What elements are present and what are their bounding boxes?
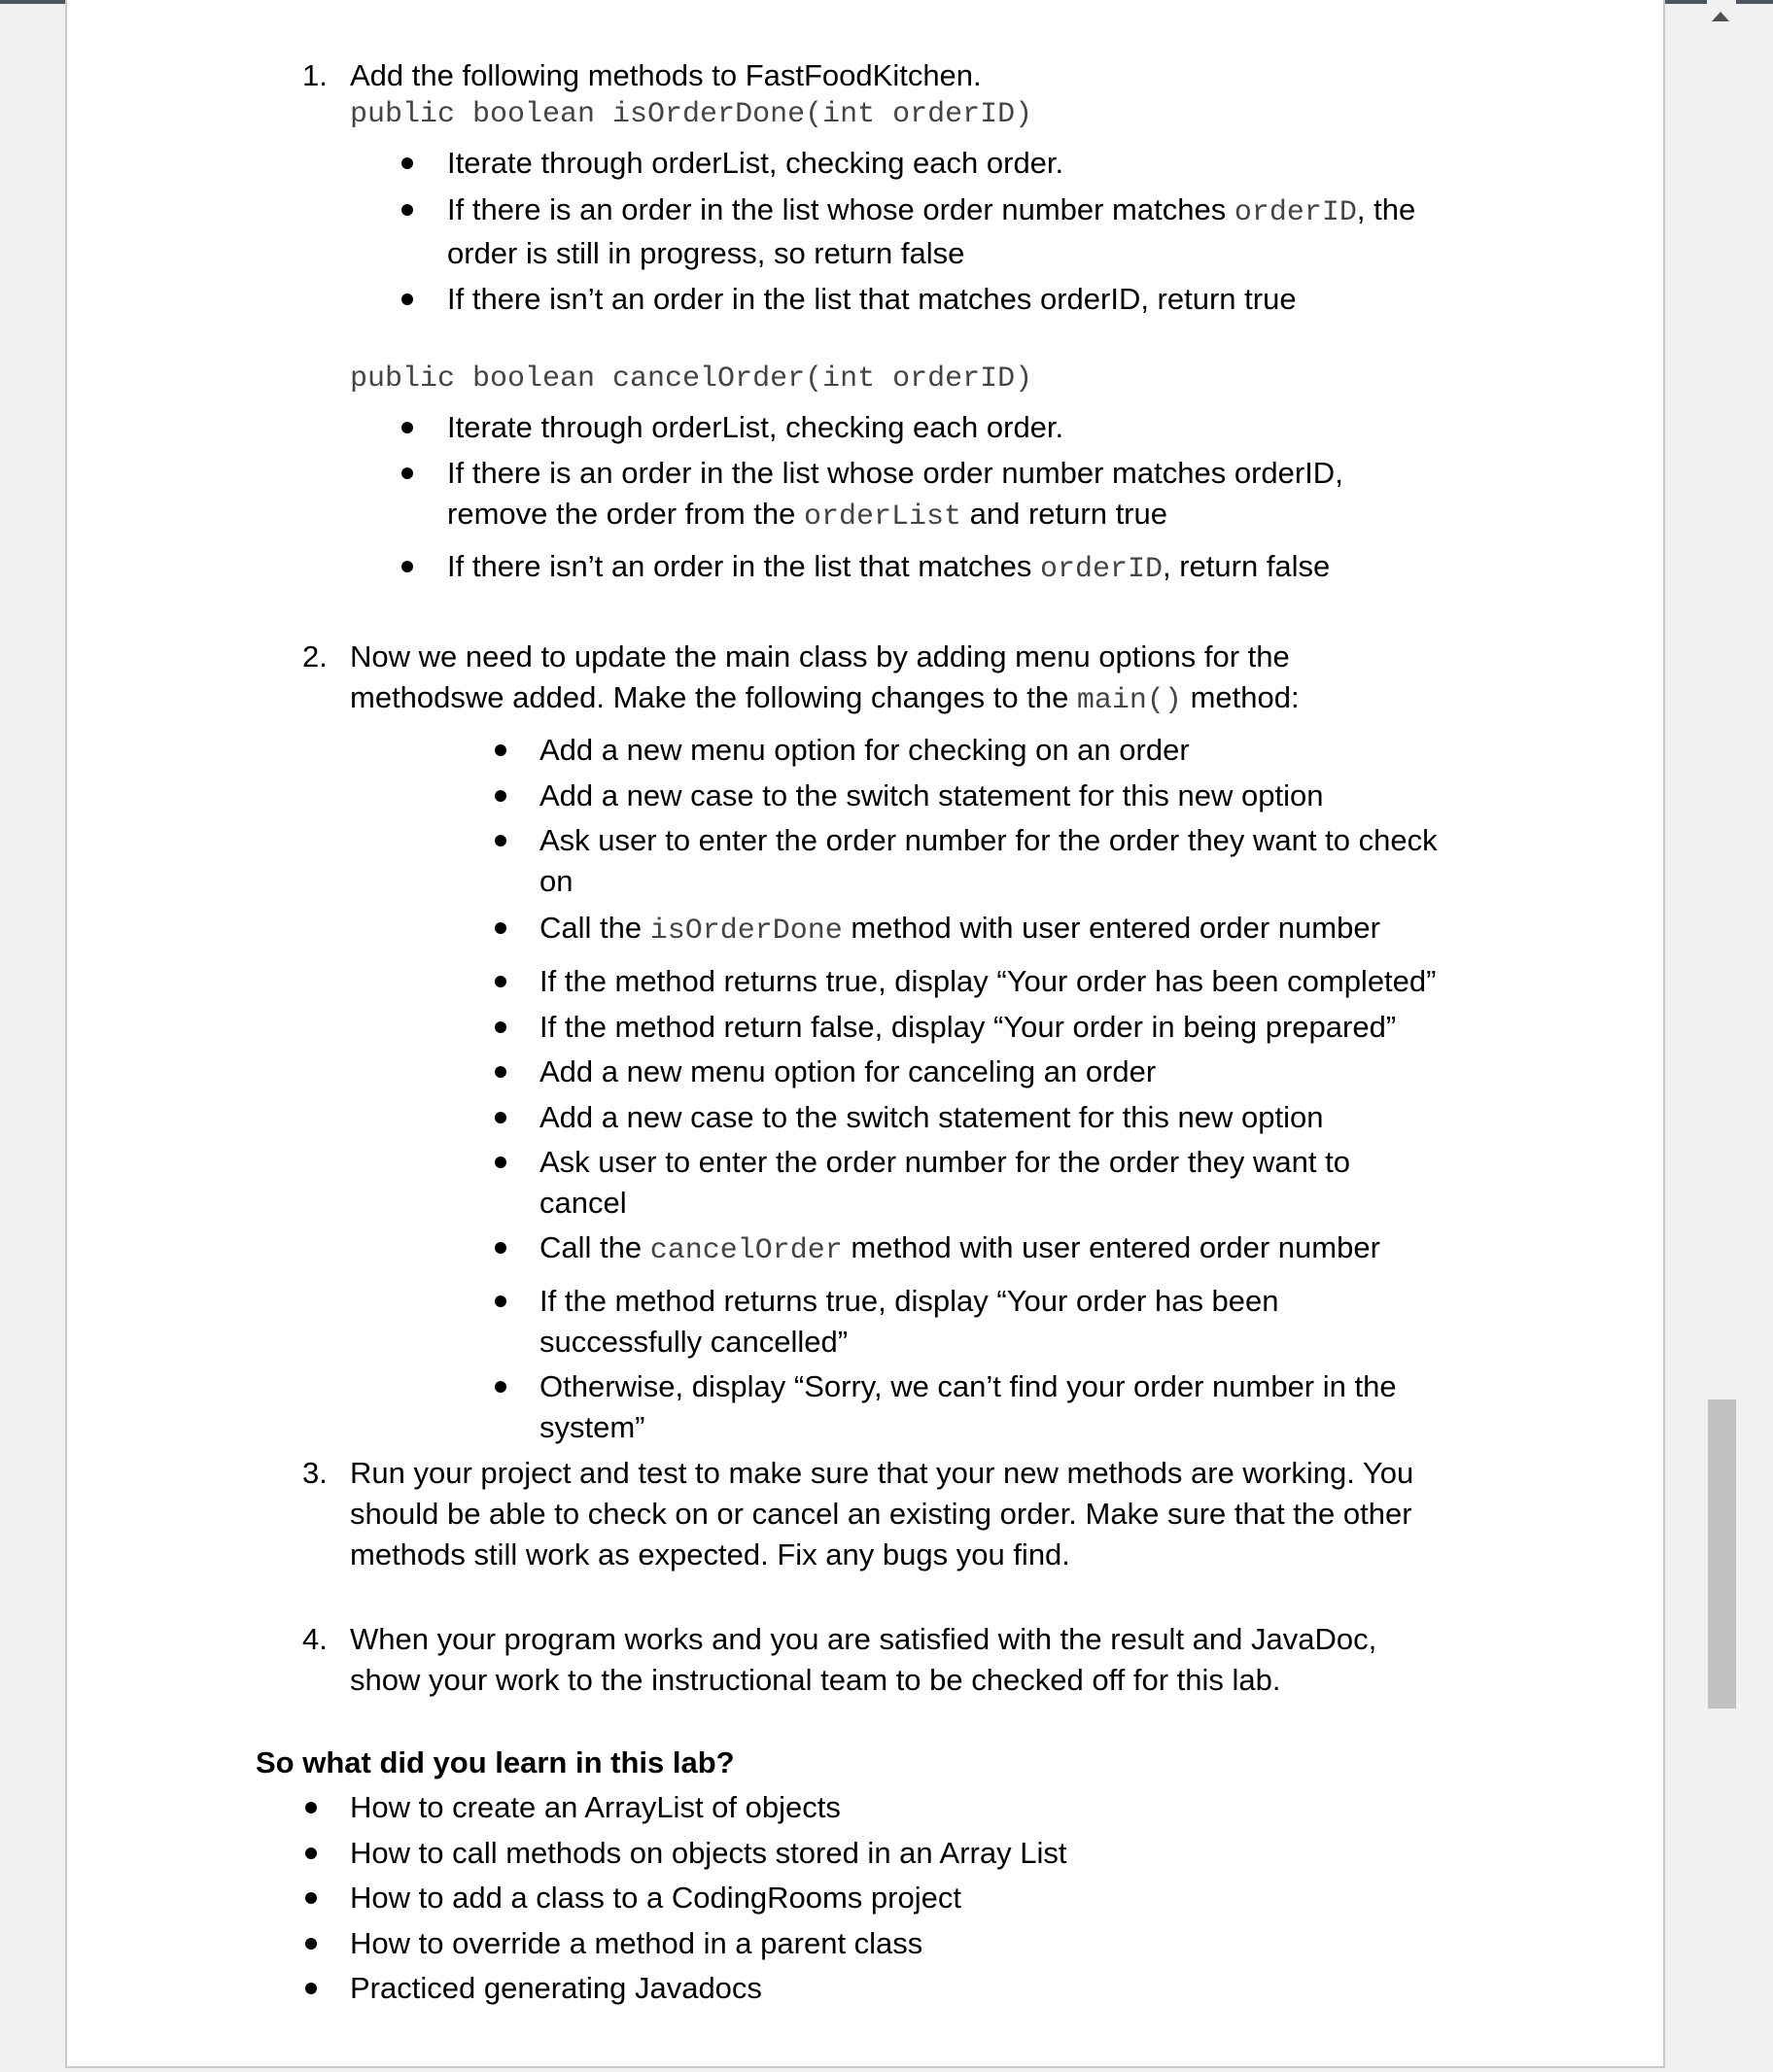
isorderdone-bullet-2 [447, 190, 1415, 233]
step-2-bullet-1: Add a new menu option for checking on an order [539, 733, 1190, 767]
inline-code-cancelorder: cancelOrder [649, 1234, 843, 1267]
bullet-dot [495, 1157, 506, 1168]
step-2-bullet-10 [539, 1227, 1380, 1271]
method-signature-isorderdone: public boolean isOrderDone(int orderID) [350, 98, 1033, 131]
bullet-dot [495, 976, 506, 987]
step-2-bullet-11-line-2: successfully cancelled” [539, 1325, 849, 1359]
step-1-number: 1. [302, 58, 328, 92]
bullet-dot [495, 1381, 506, 1393]
inline-code-main: main() [1076, 684, 1182, 717]
cancelorder-bullet-2-line-2 [447, 494, 1167, 537]
bullet-dot [401, 294, 413, 305]
bullet-dot [305, 1938, 317, 1950]
summary-item: Practiced generating Javadocs [350, 1971, 762, 2005]
bullet-text: , return false [1163, 549, 1331, 583]
bullet-dot [401, 422, 413, 433]
step-2-bullet-3: Ask user to enter the order number for the order they want to check [539, 823, 1438, 857]
step-3-line-2: should be able to check on or cancel an existing order. Make sure that the other [350, 1497, 1412, 1531]
bullet-dot [495, 1066, 506, 1078]
summary-item: How to call methods on objects stored in an Array List [350, 1836, 1067, 1870]
document-page [65, 0, 1665, 2068]
step-2-number: 2. [302, 639, 328, 673]
step-2-bullet-3-line-2: on [539, 864, 574, 898]
step-2-bullet-11: If the method returns true, display “Your order has been [539, 1284, 1279, 1318]
inline-code-orderid: orderID [1234, 196, 1357, 229]
bullet-text: If there isn’t an order in the list that matches [447, 549, 1040, 583]
step-text: methodswe added. Make the following changes to the [350, 680, 1077, 714]
scroll-up-arrow-icon[interactable] [1712, 12, 1729, 21]
step-2-bullet-2: Add a new case to the switch statement for this new option [539, 778, 1324, 812]
method-signature-cancelorder: public boolean cancelOrder(int orderID) [350, 363, 1033, 396]
bullet-dot [305, 1802, 317, 1813]
bullet-dot [495, 1295, 506, 1307]
step-2-bullet-9-line-2: cancel [539, 1186, 627, 1220]
step-2-bullet-5: If the method returns true, display “Your order has been completed” [539, 964, 1437, 998]
bullet-text: Call the [539, 911, 650, 945]
step-2-bullet-12-line-2: system” [539, 1410, 645, 1444]
bullet-text: and return true [961, 497, 1167, 531]
bullet-dot [495, 1242, 506, 1254]
isorderdone-bullet-3: If there isn’t an order in the list that matches orderID, return true [447, 282, 1297, 316]
inline-code-isorderdone: isOrderDone [649, 915, 843, 948]
summary-item: How to add a class to a CodingRooms project [350, 1881, 961, 1915]
cancelorder-bullet-2: If there is an order in the list whose order number matches orderID, [447, 456, 1343, 490]
bullet-dot [401, 204, 413, 216]
bullet-dot [305, 1983, 317, 1994]
bullet-dot [495, 744, 506, 756]
step-2-line-1: Now we need to update the main class by adding menu options for the [350, 639, 1290, 673]
bullet-dot [495, 1112, 506, 1123]
bullet-dot [495, 1021, 506, 1033]
cancelorder-bullet-3 [447, 546, 1330, 590]
bullet-text: Call the [539, 1230, 650, 1264]
bullet-dot [305, 1848, 317, 1859]
step-2-bullet-12: Otherwise, display “Sorry, we can’t find your order number in the [539, 1369, 1397, 1403]
bullet-dot [495, 790, 506, 802]
bullet-text: remove the order from the [447, 497, 804, 531]
bullet-dot [495, 922, 506, 934]
isorderdone-bullet-2-line-2: order is still in progress, so return false [447, 236, 965, 270]
bullet-text: If there is an order in the list whose order number matches [447, 192, 1234, 226]
bullet-dot [401, 157, 413, 169]
step-4-number: 4. [302, 1622, 328, 1656]
inline-code-orderlist: orderList [804, 501, 962, 534]
summary-item: How to create an ArrayList of objects [350, 1790, 841, 1824]
step-4-line-2: show your work to the instructional team to be checked off for this lab. [350, 1663, 1281, 1697]
cancelorder-bullet-1: Iterate through orderList, checking each order. [447, 410, 1064, 444]
step-2-line-2 [350, 677, 1300, 721]
step-3-number: 3. [302, 1456, 328, 1490]
bullet-dot [305, 1892, 317, 1904]
step-text: method: [1181, 680, 1300, 714]
step-4-line-1: When your program works and you are satisfied with the result and JavaDoc, [350, 1622, 1377, 1656]
isorderdone-bullet-1: Iterate through orderList, checking each order. [447, 146, 1064, 180]
bullet-text: method with user entered order number [842, 1230, 1380, 1264]
step-1-text: Add the following methods to FastFoodKitchen. [350, 58, 982, 92]
scrollbar-thumb[interactable] [1708, 1399, 1736, 1709]
step-2-bullet-4 [539, 908, 1380, 951]
summary-item: How to override a method in a parent class [350, 1926, 923, 1960]
bullet-text: , the [1356, 192, 1416, 226]
vertical-scrollbar[interactable] [1707, 0, 1736, 2072]
bullet-dot [495, 835, 506, 846]
bullet-dot [401, 561, 413, 572]
document-content [67, 0, 1667, 2068]
step-3-line-1: Run your project and test to make sure that your new methods are working. You [350, 1456, 1414, 1490]
step-2-bullet-9: Ask user to enter the order number for the order they want to [539, 1145, 1350, 1179]
step-3-line-3: methods still work as expected. Fix any bugs you find. [350, 1537, 1070, 1571]
summary-heading: So what did you learn in this lab? [256, 1745, 735, 1779]
bullet-text: method with user entered order number [842, 911, 1380, 945]
step-2-bullet-6: If the method return false, display “Your order in being prepared” [539, 1010, 1397, 1044]
bullet-dot [401, 467, 413, 479]
step-2-bullet-8: Add a new case to the switch statement for this new option [539, 1100, 1324, 1134]
inline-code-orderid: orderID [1039, 553, 1163, 586]
step-2-bullet-7: Add a new menu option for canceling an order [539, 1054, 1157, 1088]
